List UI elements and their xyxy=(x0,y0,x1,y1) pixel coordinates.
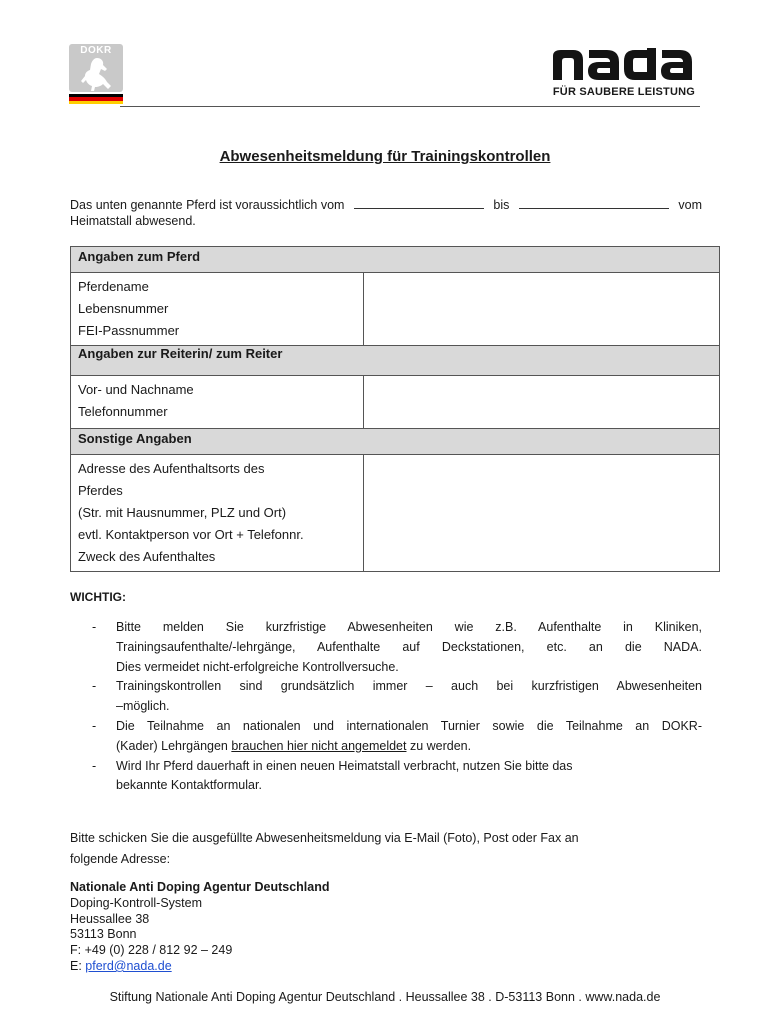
section-row-horse xyxy=(71,273,719,346)
rider-labels xyxy=(71,376,364,428)
closing-line: folgende Adresse: xyxy=(70,852,171,866)
label-address-3: (Str. mit Hausnummer, PLZ und Ort) xyxy=(78,505,287,520)
list-line: Trainingsaufenthalte/-lehrgänge, Aufenthalte auf Deckstationen, etc. an die NADA. xyxy=(116,639,702,654)
header-divider xyxy=(120,106,700,107)
date-to-field[interactable] xyxy=(519,197,669,209)
closing-text xyxy=(70,828,702,870)
list-line: Die Teilnahme an nationalen und internationalen Turnier sowie die Teilnahme an DOKR- xyxy=(116,718,702,733)
email-link[interactable]: pferd@nada.de xyxy=(85,958,172,973)
important-heading: WICHTIG: xyxy=(70,590,126,604)
section-row-rider xyxy=(71,376,719,429)
nada-wordmark-icon xyxy=(551,48,697,82)
address-dept: Doping-Kontroll-System xyxy=(70,895,202,910)
label-address-2: Pferdes xyxy=(78,483,123,498)
label-full-name: Vor- und Nachname xyxy=(78,382,194,397)
nada-tagline: FÜR SAUBERE LEISTUNG xyxy=(552,86,695,98)
list-line: Bitte melden Sie kurzfristige Abwesenheiten wie z.B. Aufenthalte in Kliniken, xyxy=(116,620,702,634)
intro-line-1 xyxy=(70,197,702,213)
list-line: Trainingskontrollen sind grundsätzlich immer – auch bei kurzfristigen Abwesenheiten xyxy=(116,679,702,694)
list-item xyxy=(70,677,702,717)
list-line: Dies vermeidet nicht-erfolgreiche Kontrollversuche. xyxy=(116,659,399,674)
label-fei-passport: FEI-Passnummer xyxy=(78,323,180,338)
section-header-rider: Angaben zur Reiterin/ zum Reiter xyxy=(71,346,719,376)
horse-input-cell[interactable] xyxy=(364,273,719,345)
dokr-logo xyxy=(69,44,123,106)
other-labels xyxy=(71,455,364,571)
list-item xyxy=(70,717,702,757)
list-line-pre: (Kader) Lehrgängen xyxy=(116,738,232,753)
nada-logo xyxy=(549,48,697,104)
list-line-post: zu werden. xyxy=(406,738,472,753)
label-address-1: Adresse des Aufenthaltsorts des xyxy=(78,461,265,476)
rider-input-cell[interactable] xyxy=(364,376,719,428)
address-email-prefix: E: xyxy=(70,958,86,973)
address-block xyxy=(70,880,330,975)
page-title: Abwesenheitsmeldung für Trainingskontrollen xyxy=(219,148,551,165)
horse-icon xyxy=(77,56,115,92)
intro-line-2: Heimatstall abwesend. xyxy=(70,214,196,228)
intro-bis: bis xyxy=(493,198,510,212)
list-item xyxy=(70,757,702,797)
address-org: Nationale Anti Doping Agentur Deutschland xyxy=(70,880,330,894)
dash-bullet-icon: - xyxy=(92,718,97,733)
label-purpose: Zweck des Aufenthaltes xyxy=(78,549,216,564)
page-footer: Stiftung Nationale Anti Doping Agentur Deutschland . Heussallee 38 . D-53113 Bonn . www.nada.de xyxy=(109,990,661,1004)
address-email-row xyxy=(70,959,330,975)
intro-part1: Das unten genannte Pferd ist voraussichtlich vom xyxy=(70,198,345,212)
important-list xyxy=(70,618,702,796)
dokr-logo-text: DOKR xyxy=(80,45,112,56)
other-input-cell[interactable] xyxy=(364,455,719,571)
date-from-field[interactable] xyxy=(354,197,484,209)
address-city: 53113 Bonn xyxy=(70,927,137,942)
dash-bullet-icon: - xyxy=(92,758,97,773)
list-line: Wird Ihr Pferd dauerhaft in einen neuen Heimatstall verbracht, nutzen Sie bitte das xyxy=(116,758,573,773)
list-item xyxy=(70,618,702,677)
dash-bullet-icon: - xyxy=(92,620,97,634)
list-line: bekannte Kontaktformular. xyxy=(116,778,262,793)
address-fax: F: +49 (0) 228 / 812 92 – 249 xyxy=(70,943,233,958)
info-table xyxy=(70,246,720,572)
section-header-other: Sonstige Angaben xyxy=(71,429,719,455)
dash-bullet-icon: - xyxy=(92,679,97,694)
intro-text xyxy=(70,197,702,229)
label-contact: evtl. Kontaktperson vor Ort + Telefonnr. xyxy=(78,527,304,542)
address-street: Heussallee 38 xyxy=(70,911,150,926)
german-flag xyxy=(69,94,123,104)
dokr-logo-box xyxy=(69,44,123,92)
closing-line: Bitte schicken Sie die ausgefüllte Abwesenheitsmeldung via E-Mail (Foto), Post oder Fax an xyxy=(70,831,579,845)
intro-vom: vom xyxy=(678,198,702,212)
label-life-number: Lebensnummer xyxy=(78,301,169,316)
horse-labels xyxy=(71,273,364,345)
label-phone: Telefonnummer xyxy=(78,404,168,419)
section-header-horse: Angaben zum Pferd xyxy=(71,247,719,273)
list-line-underlined: brauchen hier nicht angemeldet xyxy=(231,738,407,753)
label-horse-name: Pferdename xyxy=(78,279,149,294)
flag-stripe-gold xyxy=(69,101,123,104)
list-line xyxy=(116,737,702,757)
list-line: –möglich. xyxy=(116,699,170,714)
section-row-other xyxy=(71,455,719,571)
